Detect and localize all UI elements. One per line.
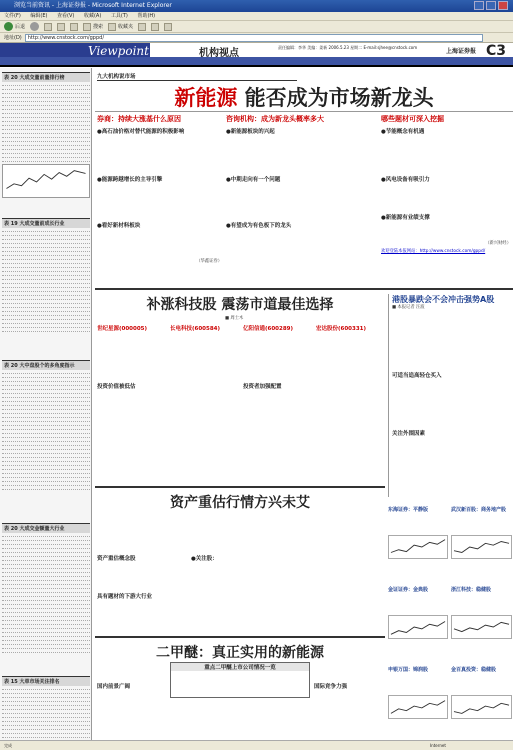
section-heading: 投资者加强配置 [243,384,282,390]
stock-chart [388,615,448,639]
sidebar-table [2,218,90,332]
stock-chart [451,695,512,719]
stock-title: 长电科技(600584) [170,326,220,332]
chart-title: 申银万国：锦润股 [388,667,429,673]
sidebar-table-title: 表 20 大成交量前量排行榜 [2,72,90,82]
close-button[interactable] [498,1,508,10]
sidebar-table-title: 表 20 大中盘股个的多角度指示 [2,360,90,370]
headline-part-a: 新能源 [174,85,238,110]
address-bar [0,33,513,43]
status-text: 完成 [4,743,12,748]
sidebar-table [2,360,90,490]
sidebar-table-title: 表 15 大单市场关注排名 [2,676,90,686]
info-table [170,662,310,698]
article-column [97,114,222,265]
menu-bar [0,12,513,21]
article-kicker: 九大机构说市场 [97,72,297,81]
stop-icon[interactable] [44,23,52,31]
stock-title: 亿阳信通(600289) [243,326,293,332]
stock-column [170,324,240,432]
stock-column [97,324,167,440]
status-bar [0,740,513,750]
toolbar [0,21,513,33]
side-article [388,294,512,497]
menu-tools[interactable]: 工具(T) [110,13,128,19]
section-heading: 投资价值被低估 [97,384,136,390]
menu-favorites[interactable]: 收藏(A) [83,13,102,19]
chart-grid [388,506,512,740]
section-heading: 国内前景广阔 [97,684,131,690]
byline: （新兴财经） [485,241,511,246]
favorites-button[interactable]: 收藏夹 [108,23,133,31]
article-column [191,514,281,602]
refresh-icon[interactable] [57,23,65,31]
newspaper-masthead [0,43,513,67]
stock-chart-panel [388,666,448,719]
window-title: 浏览当前资讯 - 上海证券报 - Microsoft Internet Explorer [14,2,172,9]
stock-column [243,324,313,440]
chart-title: 金百真投资：稳健股 [451,667,497,673]
website-link[interactable]: 欢迎登陆本报网站：http://www.cnstock.com/gppd/ [381,248,486,254]
masthead-brand: 上海证券报 [446,48,477,55]
back-arrow-icon [4,22,13,31]
table-title: 重点二甲醚上市公司情况一览 [171,663,309,671]
article-headline: 资产重估行情方兴未艾 [170,495,310,511]
maximize-button[interactable] [486,1,496,10]
stock-chart-panel [451,586,512,639]
article-headline: 二甲醚：真正实用的新能源 [156,645,324,661]
article-column [170,702,310,738]
section-heading: 可适当追高轻仓买入 [392,372,442,379]
sidebar-table-title: 表 20 大成交金额量大行业 [2,523,90,533]
forward-arrow-icon [30,22,39,31]
sidebar-table-title: 表 19 大成交量前成长行业 [2,218,90,228]
chart-title: 东海证券：平静版 [388,507,429,513]
stock-chart [388,535,448,559]
search-button[interactable]: 搜索 [83,23,103,31]
stock-chart-panel [451,506,512,559]
section-heading: ●中期走向有一个问题 [226,177,281,183]
article-column [226,114,376,259]
main-headline [95,82,513,112]
section-heading: ●关注股： [191,556,218,562]
article-column [97,662,167,740]
address-label: 地址(D) [4,35,22,41]
address-input[interactable]: http://www.cnstock.com/gppd/ [25,34,483,42]
column-title: 咨询机构：成为新龙头概率多大 [226,115,324,123]
section-heading: ●风电设备有吸引力 [381,177,430,183]
sidebar-table [2,523,90,653]
section-heading: ●看好新材料板块 [97,223,141,229]
masthead-logo: Viewpoint [88,44,149,58]
stock-title: 世纪星源(000005) [97,326,147,332]
menu-file[interactable]: 文件(F) [4,13,21,19]
section-heading: 关注外围因素 [392,430,426,437]
section-heading: ●节能概念有机遇 [381,129,425,135]
data-sidebar [0,68,92,740]
section-heading: 具有题材的下游大行业 [97,594,153,600]
byline: ■ 周士木 [225,316,244,321]
article-text-placeholder [97,135,222,175]
side-article-headline: 港股暴跌会不会冲击强势A股 [392,295,495,304]
stock-chart [451,615,512,639]
minimize-button[interactable] [474,1,484,10]
star-icon [108,23,116,31]
stock-title: 宏达股份(600331) [316,326,366,332]
column-title: 哪些题材可深入挖掘 [381,115,444,123]
menu-view[interactable]: 查看(V) [57,13,75,19]
print-icon[interactable] [164,23,172,31]
stock-chart [388,695,448,719]
stock-column [316,324,384,432]
stock-chart-panel [388,506,448,559]
section-heading: ●能源跨越增长的主导引擎 [97,177,163,183]
mail-icon[interactable] [151,23,159,31]
zone-indicator: Internet [430,743,446,748]
byline: （华鑫证券） [196,259,222,264]
section-heading: 国际竞争力强 [314,684,348,690]
article-headline: 补涨科技股 震荡市道最佳选择 [146,297,334,313]
article-column [97,514,187,600]
stock-chart [451,535,512,559]
article-column [314,662,384,740]
stock-chart-panel [388,586,448,639]
section-heading: ●有望成为有色板下的龙头 [226,223,292,229]
window-titlebar [0,0,513,12]
chart-title: 金证证券：金典股 [388,587,429,593]
sidebar-table [2,72,90,200]
article-column [285,514,383,604]
page-number: C3 [486,43,507,59]
masthead-meta: 责任编辑：李华 美编：姜新 2006.5.23 星期二 E-mail:sjhee@cnstock.com [278,45,418,50]
home-icon[interactable] [70,23,78,31]
menu-edit[interactable]: 编辑(E) [30,13,48,19]
menu-help[interactable]: 帮助(H) [137,13,156,19]
chart-title: 浙江科技：稳健股 [451,587,492,593]
forward-button[interactable] [30,22,39,31]
section-heading: ●新能源板块的兴起 [226,129,275,135]
section-heading: ●新能源有业绩支撑 [381,215,430,221]
sidebar-chart [2,164,90,198]
section-heading: ●高石油价格对替代能源的积极影响 [97,129,185,135]
search-icon [83,23,91,31]
stock-chart-panel [451,666,512,719]
chart-title: 武汉新百股：商务地产股 [451,507,507,513]
section-heading: 资产重估概念股 [97,556,136,562]
headline-part-b: 能否成为市场新龙头 [244,85,434,110]
history-icon[interactable] [138,23,146,31]
article-column [381,114,511,254]
column-title: 券商：持续大涨基什么原因 [97,115,181,123]
masthead-section: 机构视点 [199,48,239,59]
sidebar-table [2,676,90,750]
newspaper-page [95,68,513,740]
back-button[interactable]: 后退 [4,22,25,31]
byline: ■ 本报记者 汪波 [392,305,425,310]
